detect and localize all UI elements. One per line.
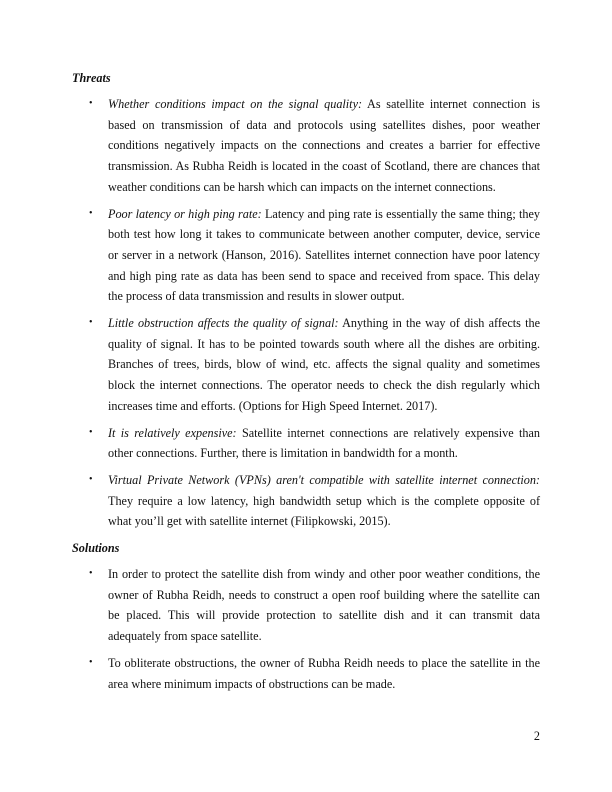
item-text: In order to protect the satellite dish from windy and other poor weather conditions, the owner of Rubha Reidh, needs to construct a open roof building where the satellite can be placed. This will provide protection to satellite dish and it can transmit data adequately from space satellite.: [108, 567, 540, 644]
item-lead: Little obstruction affects the quality of signal:: [108, 316, 339, 331]
item-text: Latency and ping rate is essentially the same thing; they both test how long it takes to communicate between another computer, device, service or server in a network (Hanson, 2016). Satellites internet connection have poor latency and high ping rate as data has been send to space and received from space. This delay the process of data transmission and results in slower output.: [108, 206, 540, 304]
threat-item: [89, 204, 540, 308]
threat-item: [89, 313, 541, 417]
threat-item: [89, 470, 540, 532]
item-text: As satellite internet connection is based on transmission of data and protocols using satellites dishes, poor weather conditions negatively impacts on the connections and creates a barrier for effective transmission. As Rubha Reidh is located in the coast of Scotland, there are chances that weather conditions can be harsh which can impacts on the internet connections.: [108, 97, 540, 194]
item-lead: Virtual Private Network (VPNs) aren't compatible with satellite internet connection:: [108, 472, 540, 487]
item-lead: It is relatively expensive:: [108, 425, 237, 440]
bullet-icon: •: [89, 207, 93, 219]
item-lead: Whether conditions impact on the signal quality:: [108, 97, 363, 111]
bullet-icon: •: [89, 473, 93, 485]
page-number: 2: [533, 729, 540, 743]
solution-item: [89, 564, 540, 647]
bullet-icon: •: [89, 98, 93, 109]
bullet-icon: •: [89, 656, 93, 668]
threats-heading: Threats: [72, 71, 111, 85]
item-text: To obliterate obstructions, the owner of Rubha Reidh needs to place the satellite in the area where minimum impacts of obstructions can be made.: [108, 655, 540, 691]
threat-item: [89, 94, 540, 198]
item-text: They require a low latency, high bandwidth setup which is the complete opposite of what you’ll get with satellite internet (Filipkowski, 2015).: [108, 493, 540, 529]
bullet-icon: •: [89, 426, 93, 438]
bullet-icon: •: [89, 568, 93, 580]
solution-item: [89, 653, 540, 694]
threat-item: [89, 423, 541, 464]
item-lead: Poor latency or high ping rate:: [108, 206, 262, 221]
solutions-heading: Solutions: [72, 541, 120, 556]
item-text: Satellite internet connections are relatively expensive than other connections. Further, there is limitation in bandwidth for a month.: [108, 425, 541, 461]
page-content: [0, 68, 612, 694]
item-text: Anything in the way of dish affects the quality of signal. It has to be pointed towards south where all the dishes are orbiting. Branches of trees, birds, blow of wind, etc. affects the signal quality and sometimes block the internet connections. The operator needs to check the dish regularly which increases time and efforts. (Options for High Speed Internet. 2017).: [108, 316, 541, 413]
bullet-icon: •: [89, 317, 93, 329]
